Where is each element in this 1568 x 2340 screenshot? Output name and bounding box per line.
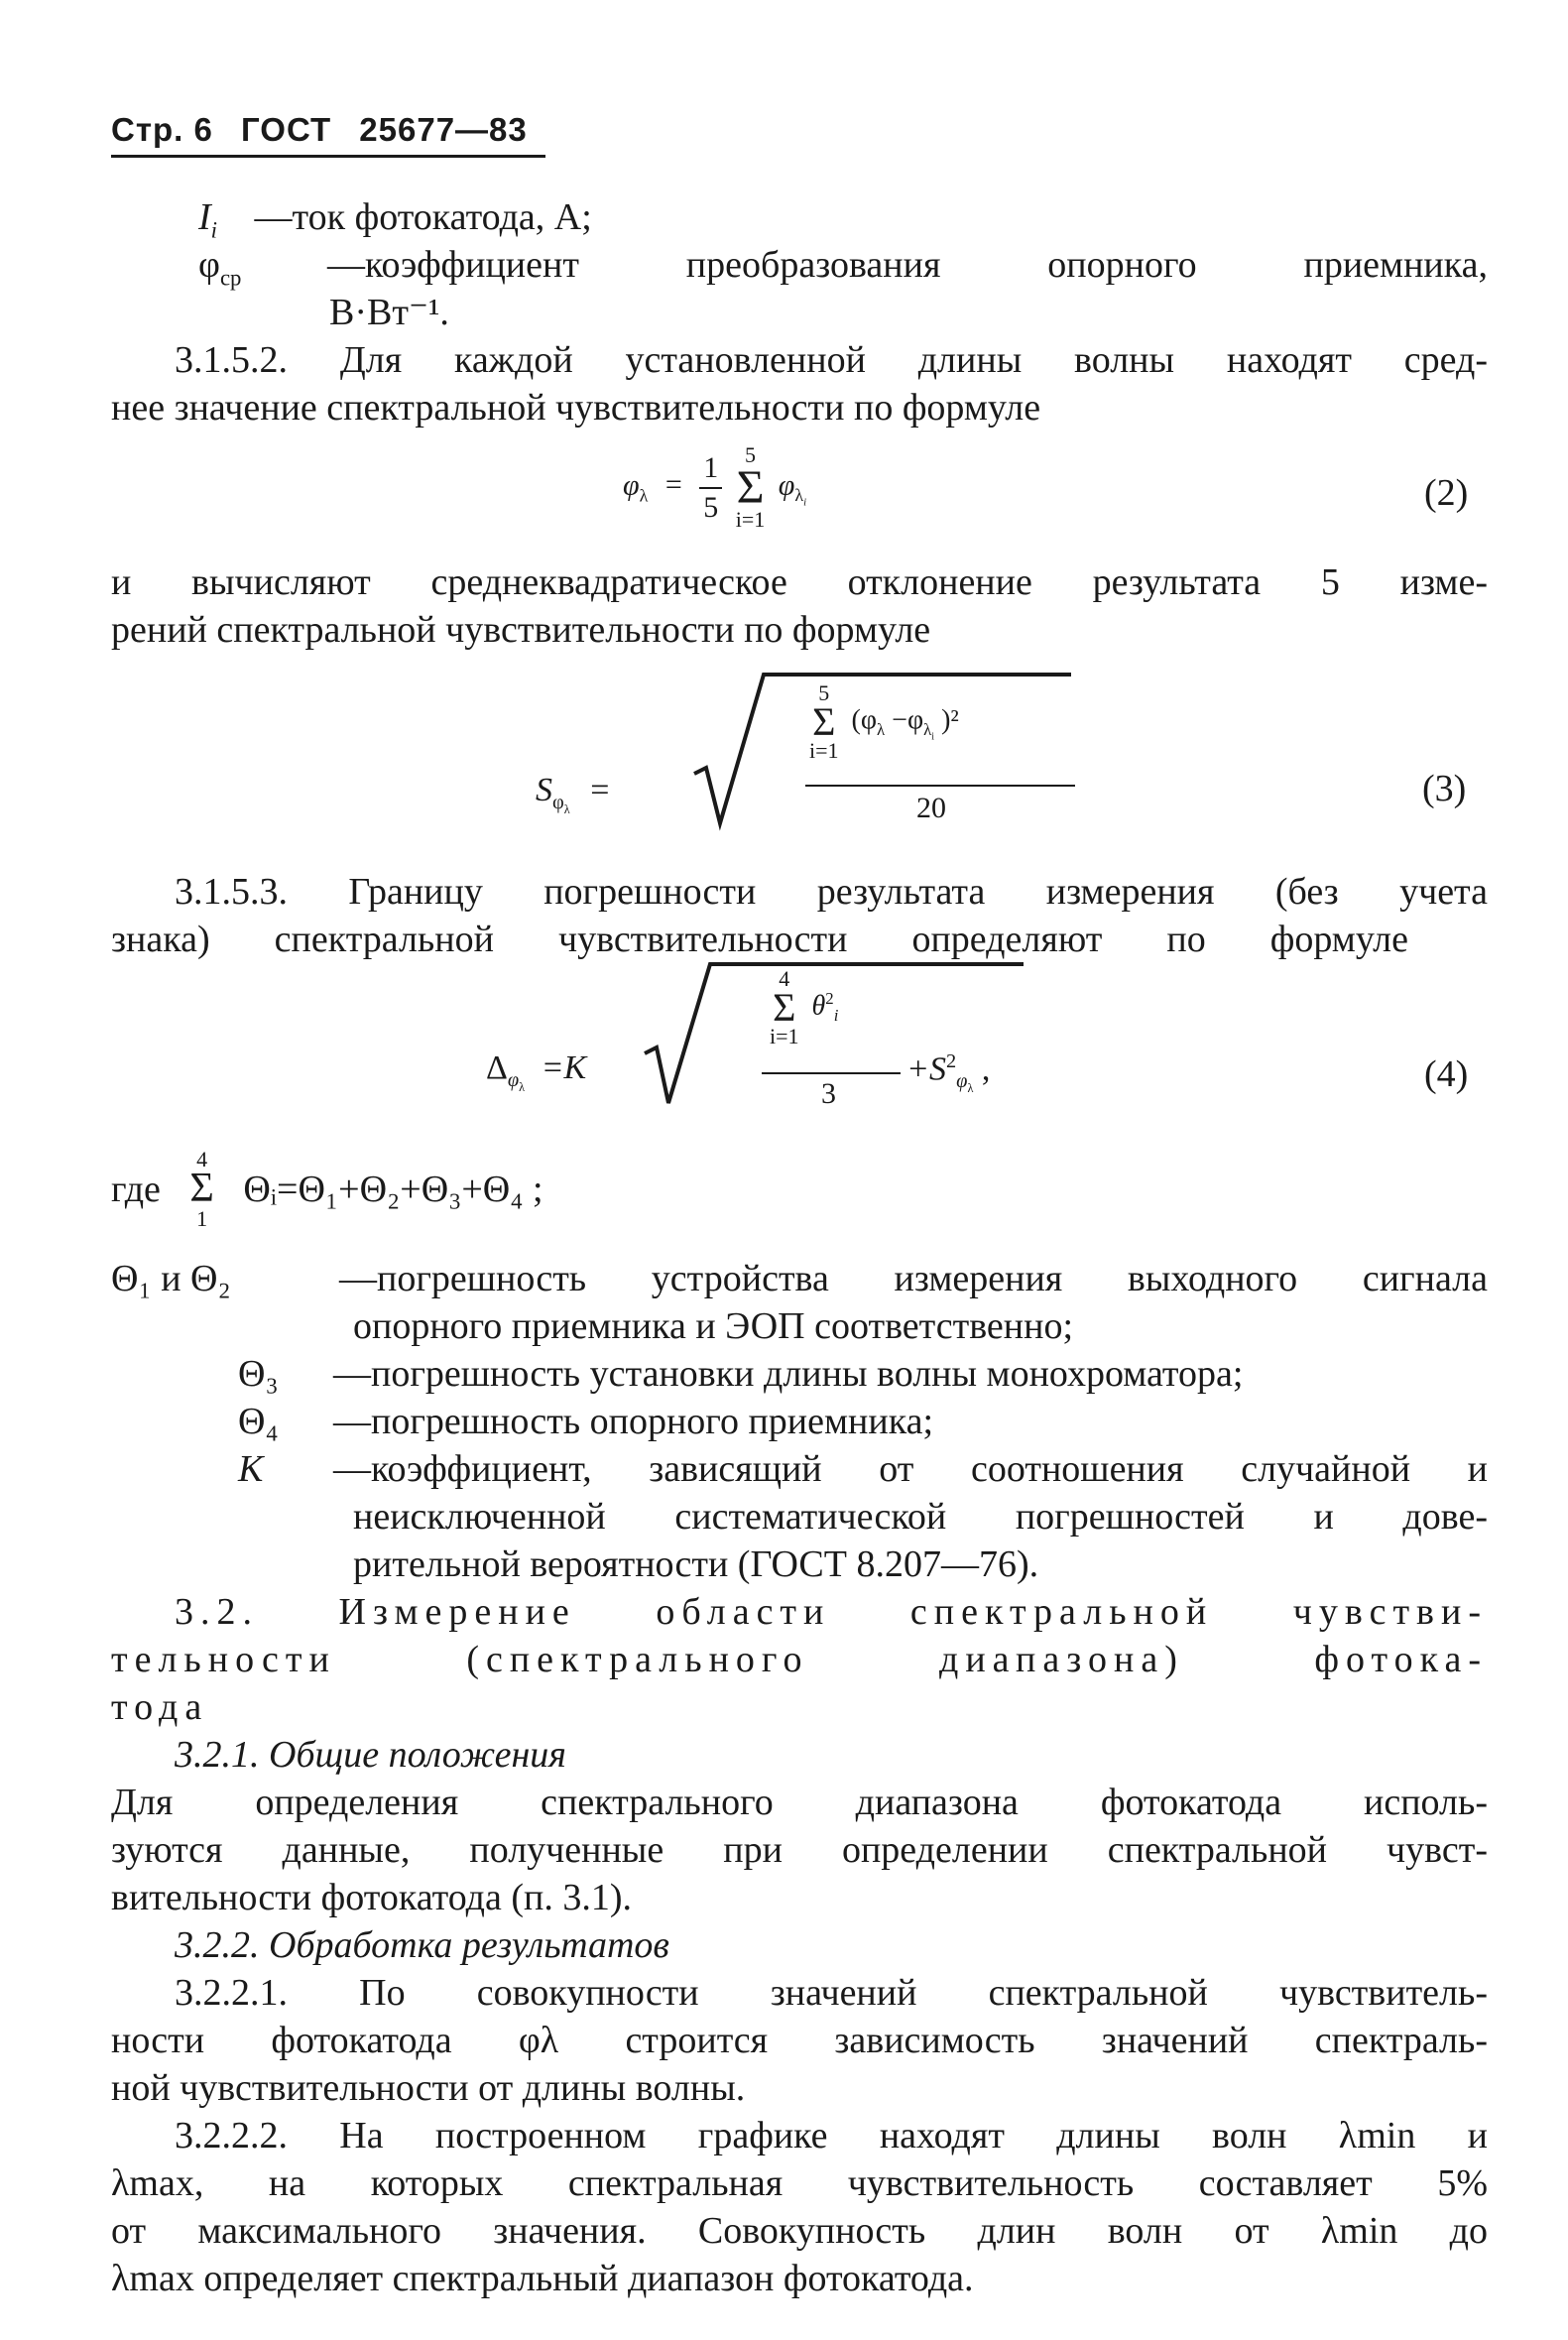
- para-3222-line2: λmax, на которых спектральная чувствительность составляет 5%: [111, 2162, 1488, 2204]
- equation-number-3: (3): [1422, 768, 1467, 809]
- section-3-2-line2: тельности (спектрального диапазона) фотока-: [111, 1639, 1488, 1680]
- fraction-bar-4: [762, 1071, 910, 1077]
- para-321-line1: Для определения спектрального диапазона фотокатода исполь-: [111, 1782, 1488, 1823]
- para-after2-line2: рений спектральной чувствительности по формуле: [111, 609, 931, 651]
- page-number: Стр. 6: [111, 111, 213, 148]
- standard-number: 25677—83: [359, 111, 528, 148]
- section-3-2-line1: 3.2. Измерение области спектральной чувстви-: [175, 1591, 1488, 1633]
- equation-number-2: (2): [1424, 472, 1469, 514]
- para-3153-line2: знака) спектральной чувствительности определяют по формуле: [111, 919, 1408, 960]
- para-3152-line2: нее значение спектральной чувствительности по формуле: [111, 387, 1041, 429]
- def-current: $I_i$ —ток фотокатода, А;: [198, 196, 592, 243]
- formula-4-lhs: $\Delta_{\varphi_\lambda} =K$: [486, 1049, 587, 1094]
- subsection-3-2-1: 3.2.1. Общие положения: [175, 1734, 566, 1776]
- para-321-line3: вительности фотокатода (п. 3.1).: [111, 1877, 632, 1918]
- para-3153-line1: 3.1.5.3. Границу погрешности результата измерения (без учета: [175, 871, 1488, 913]
- para-3221-line3: ной чувствительности от длины волны.: [111, 2067, 746, 2109]
- def-k-cont1: неисключенной систематической погрешностей и дове-: [353, 1496, 1488, 1538]
- def-k: K —коэффициент, зависящий от соотношения случайной и: [238, 1448, 1488, 1490]
- para-3221-line2: ности фотокатода φλ строится зависимость значений спектраль-: [111, 2020, 1488, 2061]
- def-coefficient-unit: В·Вт⁻¹.: [329, 292, 449, 333]
- equation-number-4: (4): [1424, 1053, 1469, 1095]
- formula-3-lhs: $S_{\varphi_\lambda}$ =: [536, 772, 610, 816]
- formula-2: $\varphi_\lambda$ = $\frac{1}{5}$ 5 Σ i=1 $\varphi_{\lambda_i}$: [623, 442, 807, 533]
- para-3152-line1: 3.1.5.2. Для каждой установленной длины волны находят сред-: [175, 339, 1488, 381]
- def-theta-1-2: Θ₁ и Θ₂ —погрешность устройства измерения выходного сигнала: [111, 1258, 1488, 1299]
- def-k-cont2: рительной вероятности (ГОСТ 8.207—76).: [353, 1543, 1039, 1585]
- formula-4-radicand: 4 Σ i=1 $\theta^2_i$: [770, 966, 839, 1048]
- para-3221-line1: 3.2.2.1. По совокупности значений спектральной чувствитель-: [175, 1972, 1488, 2014]
- para-321-line2: зуются данные, полученные при определении спектральной чувст-: [111, 1829, 1488, 1871]
- def-theta-3: Θ₃ —погрешность установки длины волны монохроматора;: [238, 1353, 1244, 1395]
- para-after2-line1: и вычисляют среднеквадратическое отклонение результата 5 изме-: [111, 561, 1488, 603]
- page-header: [111, 111, 545, 158]
- formula-3-denominator: 20: [916, 792, 946, 824]
- standard-label: ГОСТ: [241, 111, 332, 148]
- subsection-3-2-2: 3.2.2. Обработка результатов: [175, 1924, 669, 1966]
- para-3222-line4: λmax определяет спектральный диапазон фотокатода.: [111, 2258, 974, 2299]
- formula-4-denominator: 3: [821, 1077, 836, 1110]
- section-3-2-line3: тода: [111, 1686, 209, 1728]
- def-theta-1-2-cont: опорного приемника и ЭОП соответственно;: [353, 1305, 1074, 1347]
- def-theta-4: Θ₄ —погрешность опорного приемника;: [238, 1401, 934, 1442]
- para-3222-line3: от максимального значения. Совокупность длин волн от λmin до: [111, 2210, 1488, 2252]
- def-coefficient: $\varphi_{ср}$ —коэффициент преобразования опорного приемника,: [198, 244, 1488, 291]
- where-clause: где 4 Σ 1 Θᵢ=Θ₁+Θ₂+Θ₃+Θ₄ ;: [111, 1147, 543, 1231]
- para-3222-line1: 3.2.2.2. На построенном графике находят длины волн λmin и: [175, 2115, 1488, 2156]
- fraction-bar-3: [805, 784, 1083, 790]
- formula-3-radicand: 5 Σ i=1 ($\varphi_\lambda -\varphi_{\lambda_i}$ )²: [809, 680, 959, 763]
- formula-4-tail: $+S^2_{\varphi_\lambda}$ ,: [906, 1050, 991, 1096]
